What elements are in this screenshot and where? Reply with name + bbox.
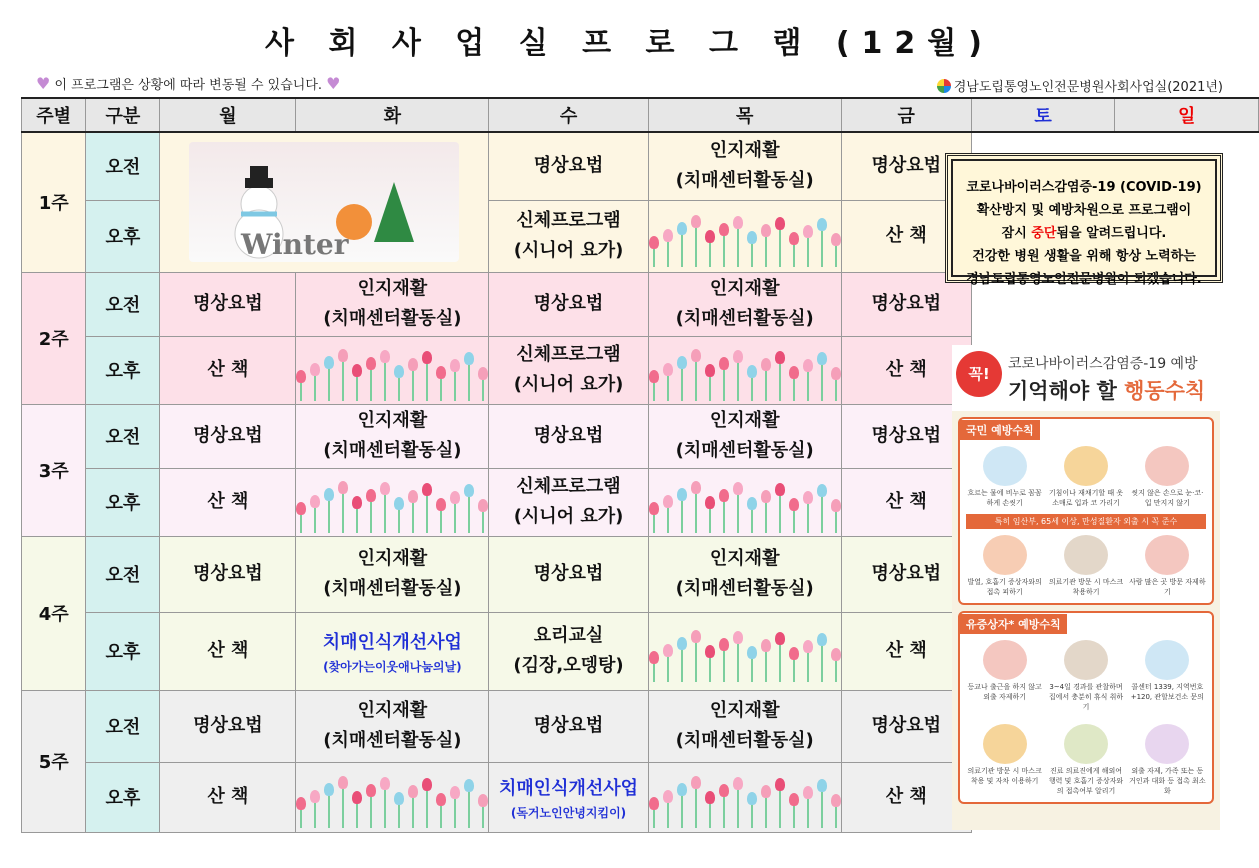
- poster-item: 씻지 않은 손으로 눈·코·입 만지지 않기: [1129, 446, 1206, 508]
- slot-label: 오후: [86, 762, 160, 832]
- notice-line: [36, 74, 341, 93]
- poster-item: 기침이나 재채기할 때 옷소매로 입과 코 가리기: [1047, 446, 1124, 508]
- program-cell: 인지재활 (치매센터활동실): [648, 404, 841, 468]
- week-label: 2주: [22, 272, 86, 404]
- poster-title: 기억해야 할 행동수칙: [1008, 379, 1206, 403]
- program-cell: 인지재활 (치매센터활동실): [648, 132, 841, 200]
- poster-item: 등교나 출근을 하지 않고 외출 자제하기: [966, 640, 1043, 712]
- slot-label: 오전: [86, 690, 160, 762]
- header-wed: 수: [489, 98, 648, 132]
- poster-item: 의료기관 방문 시 마스크 착용 및 자차 이용하기: [966, 724, 1043, 796]
- poster-section-symptom: [958, 611, 1214, 804]
- week-label: 3주: [22, 404, 86, 536]
- slot-label: 오후: [86, 612, 160, 690]
- poster-item: 발열, 호흡기 증상자와의 접촉 피하기: [966, 535, 1043, 597]
- slot-label: 오전: [86, 132, 160, 200]
- slot-label: 오전: [86, 536, 160, 612]
- program-cell: 명상요법: [160, 536, 296, 612]
- week-label: 5주: [22, 690, 86, 832]
- program-cell: 명상요법: [489, 272, 648, 336]
- program-cell: 인지재활 (치매센터활동실): [648, 690, 841, 762]
- header-week: 주별: [22, 98, 86, 132]
- logo-icon: [937, 79, 951, 93]
- poster-item: 3~4일 경과를 관찰하며 집에서 충분히 휴식 취하기: [1047, 640, 1124, 712]
- tulip-cell: [648, 336, 841, 404]
- heart-icon: ♥: [326, 74, 341, 93]
- program-cell: 산 책: [841, 762, 971, 832]
- notice-line-3: 잠시 중단됨을 알려드립니다.: [1001, 226, 1167, 241]
- poster-item: 흐르는 물에 비누로 꼼꼼하게 손씻기: [966, 446, 1043, 508]
- header-tue: 화: [296, 98, 489, 132]
- program-cell: 명상요법: [841, 132, 971, 200]
- header-sat: 토: [971, 98, 1115, 132]
- winter-image: [160, 132, 489, 272]
- tulip-cell: [648, 762, 841, 832]
- poster-subtitle: 코로나바이러스감염증-19 예방: [1008, 356, 1198, 372]
- header-fri: 금: [841, 98, 971, 132]
- program-cell: 산 책: [841, 468, 971, 536]
- program-cell: 명상요법: [841, 272, 971, 336]
- program-cell: 명상요법: [841, 536, 971, 612]
- covid-notice: [945, 153, 1223, 287]
- program-cell: 요리교실 (김장,오뎅탕): [489, 612, 648, 690]
- notice-line-2: 확산방지 및 예방차원으로 프로그램이: [976, 203, 1192, 218]
- tulip-image: [296, 339, 488, 401]
- header-thu: 목: [648, 98, 841, 132]
- tulip-cell: [296, 336, 489, 404]
- program-cell: 인지재활 (치매센터활동실): [296, 690, 489, 762]
- tulip-cell: [648, 468, 841, 536]
- program-cell: 치매인식개선사업 (찾아가는이웃애나눔의날): [296, 612, 489, 690]
- poster-badge: 꼭!: [956, 351, 1002, 397]
- tulip-cell: [296, 762, 489, 832]
- program-cell: 산 책: [160, 468, 296, 536]
- program-cell: 명상요법: [160, 690, 296, 762]
- program-cell: 산 책: [160, 762, 296, 832]
- note-text: 이 프로그램은 상황에 따라 변동될 수 있습니다.: [54, 78, 323, 93]
- program-cell: 신체프로그램 (시니어 요가): [489, 200, 648, 272]
- notice-line-4: 건강한 병원 생활을 위해 항상 노력하는: [972, 249, 1196, 264]
- program-cell: 치매인식개선사업 (독거노인안녕지킴이): [489, 762, 648, 832]
- poster-item: 의료기관 방문 시 마스크 착용하기: [1047, 535, 1124, 597]
- program-cell: 인지재활 (치매센터활동실): [296, 536, 489, 612]
- program-cell: 인지재활 (치매센터활동실): [296, 272, 489, 336]
- page-title: 사 회 사 업 실 프 로 그 램 (12월): [265, 26, 994, 61]
- week-label: 4주: [22, 536, 86, 690]
- program-cell: 신체프로그램 (시니어 요가): [489, 336, 648, 404]
- poster-item: 진료 의료진에게 해외여행력 및 호흡기 증상자와의 접촉여부 알리기: [1047, 724, 1124, 796]
- program-cell: 명상요법: [489, 404, 648, 468]
- section-label: 유증상자* 예방수칙: [960, 614, 1067, 634]
- program-cell: 산 책: [160, 336, 296, 404]
- program-cell: 명상요법: [160, 404, 296, 468]
- slot-label: 오후: [86, 468, 160, 536]
- program-cell: 명상요법: [841, 404, 971, 468]
- tulip-image: [296, 471, 488, 533]
- program-cell: 산 책: [160, 612, 296, 690]
- program-cell: 인지재활 (치매센터활동실): [648, 536, 841, 612]
- program-cell: 명상요법: [841, 690, 971, 762]
- tulip-image: [649, 620, 841, 682]
- notice-line-5: 경남도립통영노인전문병원이 되겠습니다.: [966, 272, 1202, 287]
- poster-tip: 특히 임산부, 65세 이상, 만성질환자 외출 시 꼭 준수: [966, 514, 1206, 529]
- program-cell: 인지재활 (치매센터활동실): [296, 404, 489, 468]
- program-cell: 명상요법: [489, 690, 648, 762]
- slot-label: 오후: [86, 336, 160, 404]
- program-cell: 인지재활 (치매센터활동실): [648, 272, 841, 336]
- program-cell: 산 책: [841, 612, 971, 690]
- header-mon: 월: [160, 98, 296, 132]
- tulip-image: [649, 339, 841, 401]
- poster-item: 외출 자제, 가족 또는 동거인과 대화 등 접촉 최소화: [1129, 724, 1206, 796]
- tulip-image: [649, 766, 841, 828]
- section-label: 국민 예방수칙: [960, 420, 1040, 440]
- tulip-image: [649, 471, 841, 533]
- tulip-cell: [648, 612, 841, 690]
- slot-label: 오전: [86, 404, 160, 468]
- covid-poster: [952, 345, 1220, 830]
- poster-item: 사람 많은 곳 방문 자제하기: [1129, 535, 1206, 597]
- tulip-cell: [648, 200, 841, 272]
- heart-icon: ♥: [36, 74, 51, 93]
- program-cell: 산 책: [841, 336, 971, 404]
- poster-item: 콜센터 1339, 지역번호+120, 관할보건소 문의: [1129, 640, 1206, 712]
- tulip-cell: [296, 468, 489, 536]
- header-sun: 일: [1115, 98, 1259, 132]
- program-cell: 신체프로그램 (시니어 요가): [489, 468, 648, 536]
- winter-text: Winter: [241, 228, 349, 262]
- program-cell: 명상요법: [489, 132, 648, 200]
- org-name: 경남도립통영노인전문병원사회사업실(2021년): [953, 80, 1223, 95]
- program-cell: 명상요법: [489, 536, 648, 612]
- program-cell: 산 책: [841, 200, 971, 272]
- tulip-image: [296, 766, 488, 828]
- week-label: 1주: [22, 132, 86, 272]
- tulip-image: [649, 205, 841, 267]
- slot-label: 오전: [86, 272, 160, 336]
- slot-label: 오후: [86, 200, 160, 272]
- program-cell: 명상요법: [160, 272, 296, 336]
- poster-section-public: [958, 417, 1214, 605]
- organization: [937, 76, 1223, 95]
- notice-line-1: 코로나바이러스감염증-19 (COVID-19): [966, 180, 1202, 195]
- header-slot: 구분: [86, 98, 160, 132]
